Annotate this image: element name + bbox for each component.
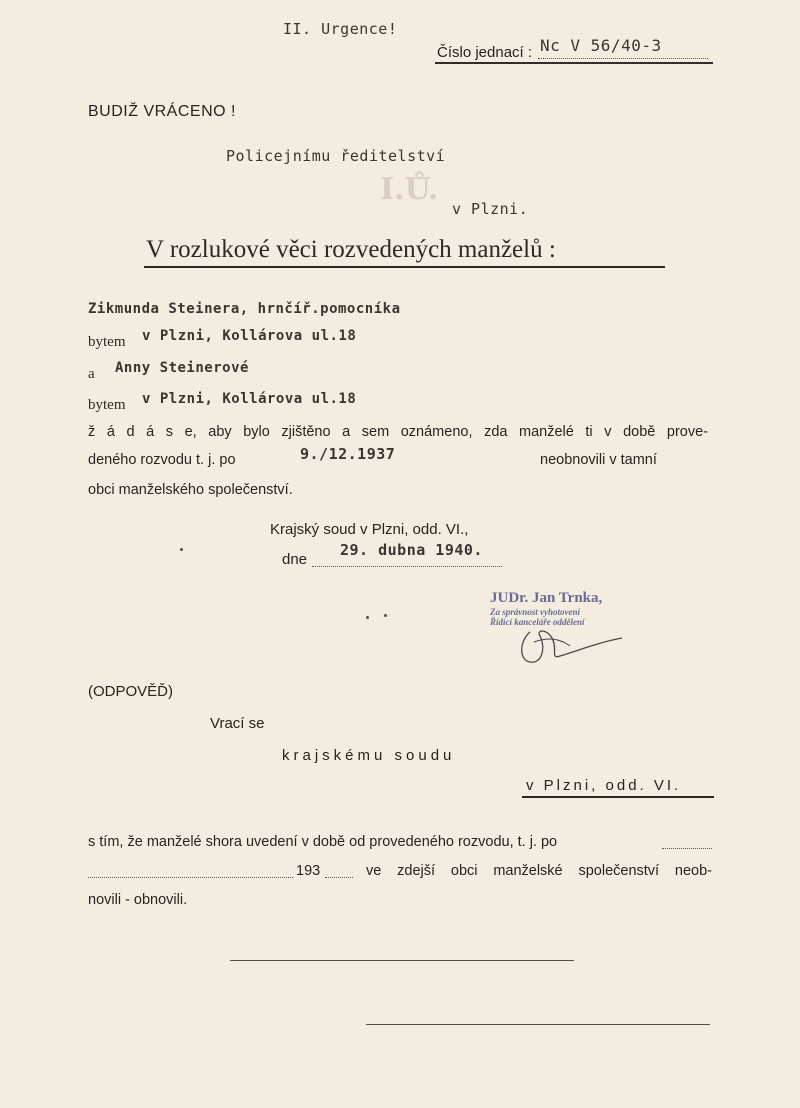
recipient-city: v Plzni.: [452, 200, 529, 218]
party2-address: v Plzni, Kollárova ul.18: [142, 391, 357, 407]
issue-date-dotted-line: [312, 566, 502, 567]
answer-returns: Vrací se: [210, 715, 265, 732]
heading-underline: [144, 266, 665, 268]
party1-name: Zikmunda Steinera, hrnčíř.pomocníka: [88, 301, 401, 317]
request-text-line3: obci manželského společenství.: [88, 482, 293, 498]
answer-text-line2: ve zdejší obci manželské společenství neob-: [366, 863, 712, 879]
answer-year-dotted-line: [325, 877, 353, 878]
ink-speck: [366, 616, 369, 619]
request-text-line1: ž á d á s e, aby bylo zjištěno a sem oznámeno, zda manželé ti v době prove-: [88, 424, 708, 440]
party1-address: v Plzni, Kollárova ul.18: [142, 328, 357, 344]
answer-place: v Plzni, odd. VI.: [526, 777, 682, 794]
issuing-court: Krajský soud v Plzni, odd. VI.,: [270, 521, 469, 538]
answer-addressee: krajskému soudu: [282, 747, 456, 764]
request-text-line2-end: neobnovili v tamní: [540, 452, 657, 468]
issue-date-value: 29. dubna 1940.: [340, 541, 483, 559]
case-number-dotted-line: [538, 58, 708, 59]
ink-speck: [384, 614, 387, 617]
faint-stamp-mark: I.Ů.: [380, 172, 439, 207]
answer-place-underline: [522, 796, 714, 798]
stamp-line1: Za správnost vyhotovení: [490, 607, 580, 617]
answer-text-line3: novili - obnovili.: [88, 892, 188, 908]
document-heading: V rozlukové věci rozvedených manželů :: [146, 236, 556, 263]
return-note: BUDIŽ VRÁCENO !: [88, 103, 236, 120]
handwritten-signature: [500, 612, 630, 672]
case-number-value: Nc V 56/40-3: [540, 36, 662, 55]
case-number-label: Číslo jednací :: [437, 44, 533, 61]
stamp-line2: Řídící kanceláře oddělení: [490, 617, 585, 627]
answer-date-dotted-line2: [88, 877, 293, 878]
urgence-note: II. Urgence!: [283, 20, 398, 38]
party2-name: Anny Steinerové: [115, 360, 249, 376]
signature-line-1: [230, 960, 574, 961]
party1-residence-label: bytem: [88, 334, 126, 350]
party2-residence-label: bytem: [88, 397, 126, 413]
signature-line-2: [366, 1024, 710, 1025]
recipient-office: Policejnímu ředitelství: [226, 147, 446, 165]
case-number-rule: [435, 62, 713, 64]
issue-date-label: dne: [282, 551, 308, 568]
request-text-line2: deného rozvodu t. j. po: [88, 452, 236, 468]
answer-year-prefix: 193: [296, 863, 321, 879]
answer-text-line1: s tím, že manželé shora uvedení v době od provedeného rozvodu, t. j. po: [88, 834, 558, 850]
and-label: a: [88, 366, 95, 382]
answer-date-dotted-line: [662, 848, 712, 849]
divorce-date: 9./12.1937: [300, 445, 396, 463]
answer-title: (ODPOVĚĎ): [88, 683, 174, 700]
ink-speck: [180, 548, 183, 551]
stamp-name: JUDr. Jan Trnka,: [490, 590, 603, 606]
